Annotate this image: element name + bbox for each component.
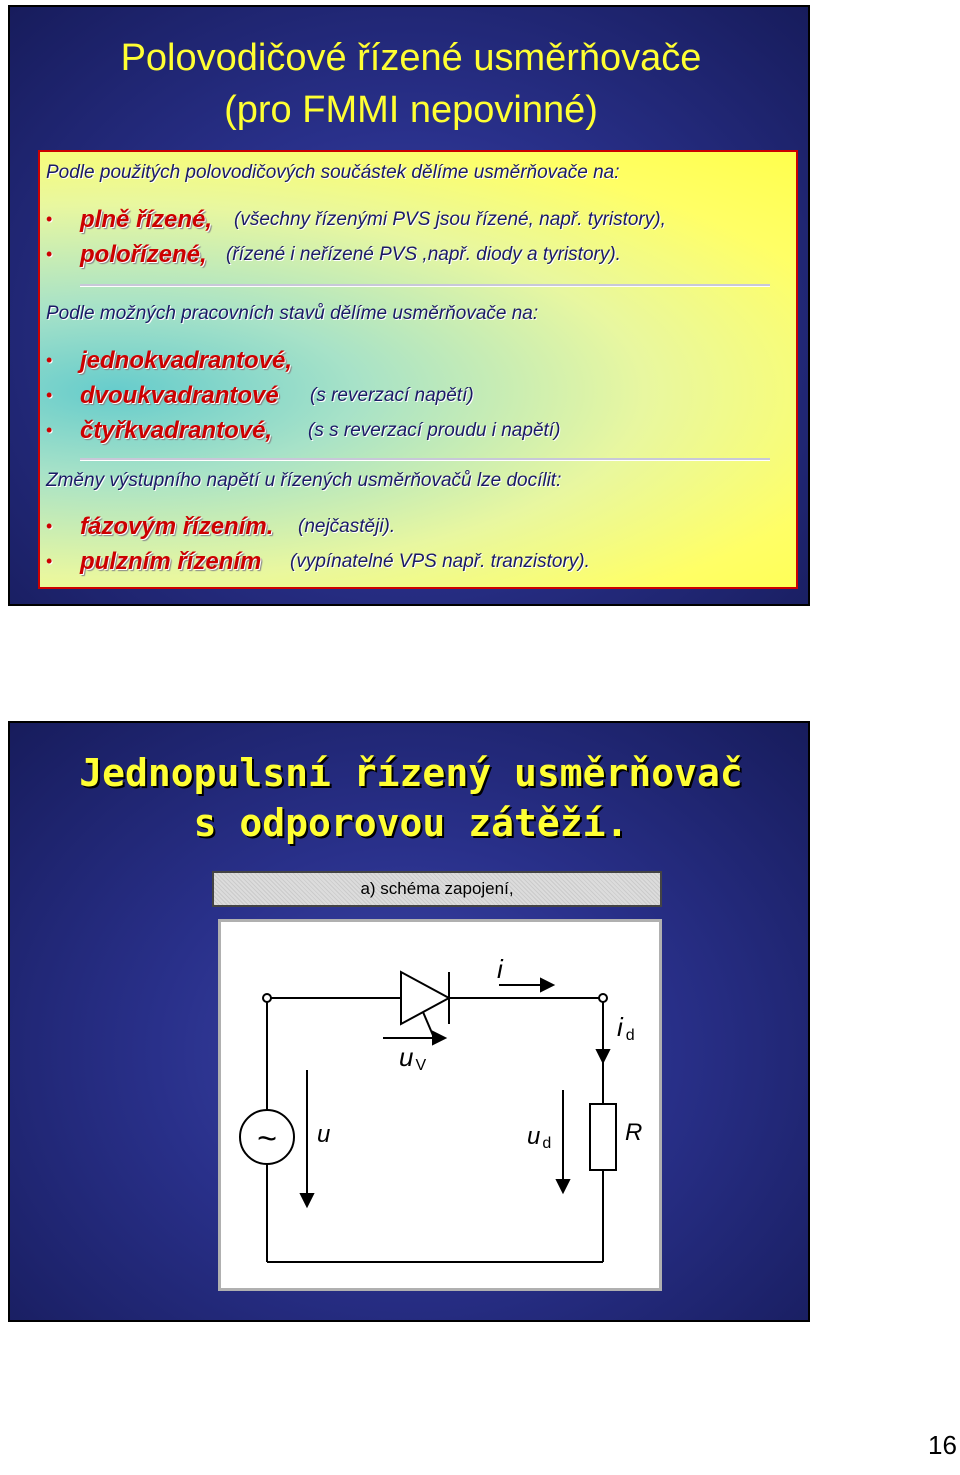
bullet-icon: •: [46, 385, 53, 405]
list-item-key: dvoukvadrantové: [80, 382, 279, 409]
label-ud: [527, 1123, 551, 1152]
circuit-svg: [221, 922, 659, 1288]
list-item-key: pulzním řízením: [80, 548, 262, 575]
load-voltage-arrow-head: [557, 1180, 569, 1192]
slide-2-title: Jednopulsní řízený usměrňovač: [79, 751, 743, 795]
label-r: R: [625, 1119, 643, 1146]
list-item-text: (s s reverzací proudu i napětí): [308, 420, 561, 441]
thyristor-voltage-arrow-head: [433, 1032, 445, 1044]
list-item-text: (všechny řízenými PVS jsou řízené, např. tyristory),: [234, 209, 666, 230]
heading-control: Změny výstupního napětí u řízených usměrňovačů lze docílit:: [46, 470, 562, 491]
label-id-main: i: [617, 1012, 623, 1042]
bullet-icon: •: [46, 551, 53, 571]
label-uv: [399, 1042, 426, 1074]
slide-2-subtitle: s odporovou zátěží.: [193, 801, 629, 845]
label-uv-main: u: [399, 1042, 414, 1072]
terminal-node: [263, 994, 271, 1002]
slide-2: [8, 721, 810, 1322]
terminal-node: [599, 994, 607, 1002]
label-ud-sub: d: [542, 1135, 552, 1152]
heading-states: Podle možných pracovních stavů dělíme usměrňovače na:: [46, 303, 539, 324]
content-box: [38, 150, 798, 589]
label-uv-sub: V: [415, 1057, 427, 1074]
label-ud-main: u: [527, 1123, 541, 1150]
list-item-key: polořízené,: [80, 241, 207, 268]
label-id-sub: d: [625, 1027, 635, 1044]
list-item-text: (s reverzací napětí): [310, 385, 474, 406]
load-current-arrow-head: [597, 1050, 609, 1062]
bullet-icon: •: [46, 420, 53, 440]
circuit-diagram: [218, 919, 662, 1291]
label-i: i: [497, 954, 503, 984]
label-id: [617, 1012, 635, 1044]
current-arrow-head: [541, 979, 553, 991]
slide-1-subtitle: (pro FMMI nepovinné): [224, 89, 598, 131]
slide-1: [8, 5, 810, 606]
page-number: 16: [928, 1430, 957, 1460]
bullet-icon: •: [46, 516, 53, 536]
list-item-key: fázovým řízením.: [80, 513, 274, 540]
bullet-icon: •: [46, 350, 53, 370]
diagram-caption: a) schéma zapojení,: [212, 871, 662, 907]
resistor-icon: [590, 1104, 616, 1170]
bullet-icon: •: [46, 244, 53, 264]
list-item-text: (řízené i neřízené PVS ,např. diody a tyristory).: [226, 244, 621, 265]
slide-1-title: Polovodičové řízené usměrňovače: [120, 37, 702, 79]
source-voltage-arrow-head: [301, 1194, 313, 1206]
list-item-text: (nejčastěji).: [298, 516, 396, 537]
list-item-text: (vypínatelné VPS např. tranzistory).: [290, 551, 590, 572]
heading-components: Podle použitých polovodičových součástek dělíme usměrňovače na:: [46, 162, 620, 183]
list-item-key: čtyřkvadrantové,: [80, 417, 273, 444]
label-u: u: [317, 1121, 331, 1148]
list-item-key: jednokvadrantové,: [80, 347, 293, 374]
list-item-key: plně řízené,: [80, 206, 213, 233]
separator: [80, 284, 770, 287]
separator: [80, 458, 770, 461]
bullet-icon: •: [46, 209, 53, 229]
ac-tilde-label: ~: [257, 1120, 277, 1158]
